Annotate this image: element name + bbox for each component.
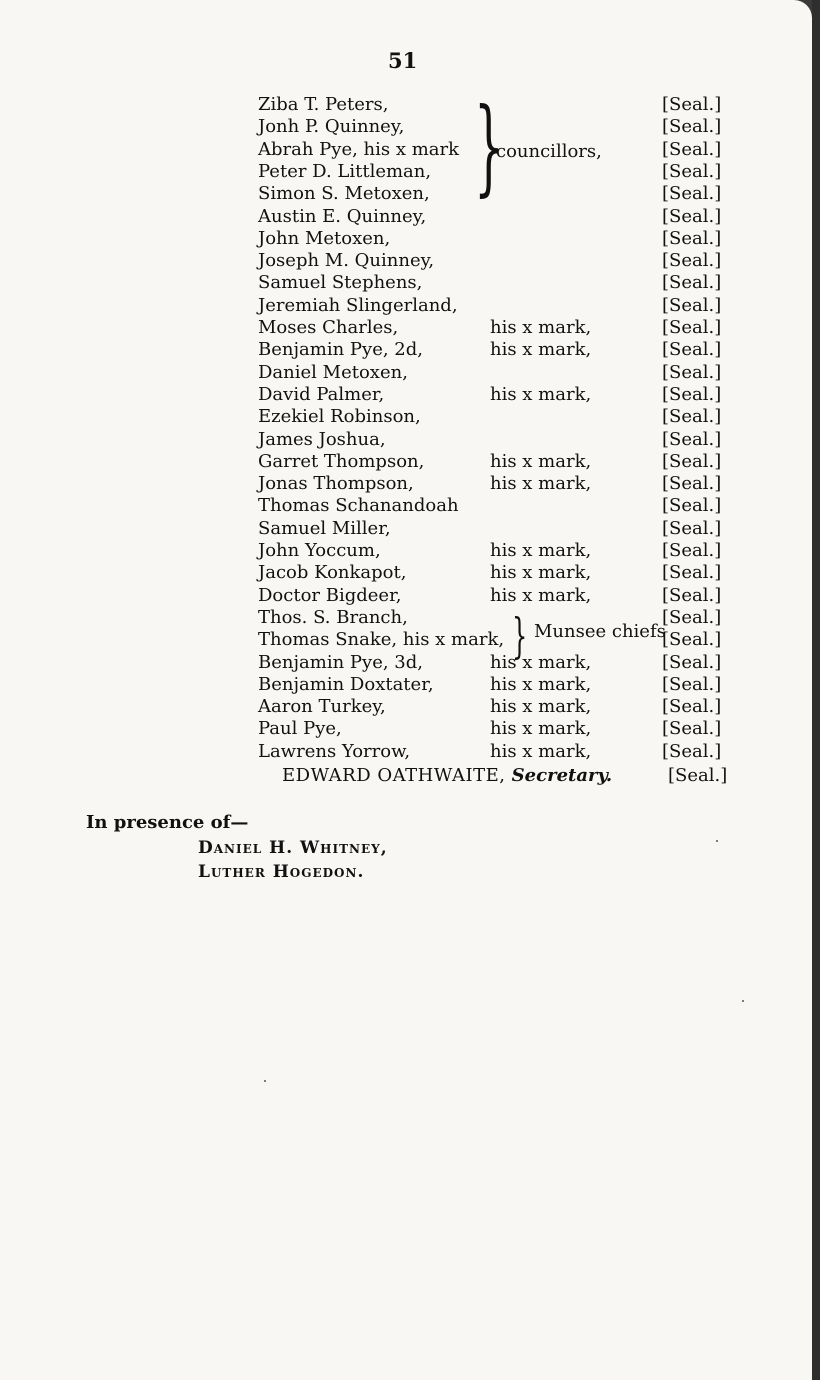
signatory-row bbox=[0, 607, 820, 629]
signatory-name: Paul Pye, bbox=[258, 718, 342, 740]
page-number: 51 bbox=[388, 48, 418, 73]
signatory-name: Benjamin Pye, 2d, bbox=[258, 339, 423, 361]
seal-label: [Seal.] bbox=[662, 428, 722, 450]
signatory-name: Ziba T. Peters, bbox=[258, 94, 389, 115]
signatory-mark: his x mark, bbox=[490, 339, 592, 361]
signatory-name: Thomas Snake, his x mark, bbox=[258, 629, 505, 651]
signatory-name: Jeremiah Slingerland, bbox=[258, 294, 458, 316]
munsee-chiefs-label: Munsee chiefs bbox=[534, 621, 666, 642]
signatory-mark: his x mark, bbox=[490, 651, 592, 673]
signatory-name: Jonas Thompson, bbox=[258, 473, 414, 495]
signatory-name: Samuel Miller, bbox=[258, 517, 391, 539]
paper-speck bbox=[742, 1000, 744, 1002]
seal-label: [Seal.] bbox=[662, 450, 722, 472]
seal-label: [Seal.] bbox=[662, 673, 722, 695]
signatory-row bbox=[0, 339, 820, 361]
signatory-row bbox=[0, 362, 820, 384]
signatory-row bbox=[0, 674, 820, 696]
seal-label: [Seal.] bbox=[662, 361, 722, 383]
signatory-row bbox=[0, 317, 820, 339]
seal-label: [Seal.] bbox=[662, 339, 722, 361]
signatory-name: Lawrens Yorrow, bbox=[258, 740, 411, 762]
signatory-row bbox=[0, 451, 820, 473]
signatory-row bbox=[0, 94, 820, 116]
signatory-mark: his x mark, bbox=[490, 740, 592, 762]
signatory-row bbox=[0, 116, 820, 138]
signatory-name: Thomas Schanandoah bbox=[258, 495, 459, 517]
signatory-row bbox=[0, 495, 820, 517]
signatory-row bbox=[0, 741, 820, 763]
signatory-mark: his x mark, bbox=[490, 584, 592, 606]
signatory-mark: his x mark, bbox=[490, 673, 592, 695]
seal-label: [Seal.] bbox=[662, 540, 722, 561]
signatory-name: Doctor Bigdeer, bbox=[258, 584, 402, 606]
signatory-row bbox=[0, 250, 820, 272]
signatory-row bbox=[0, 384, 820, 406]
signatory-name: Daniel Metoxen, bbox=[258, 361, 408, 383]
signatory-row bbox=[0, 629, 820, 651]
witness-2: Luther Hogedon. bbox=[198, 862, 365, 882]
signatory-mark: his x mark, bbox=[490, 317, 592, 338]
seal-label: [Seal.] bbox=[662, 138, 722, 160]
secretary-name: EDWARD OATHWAITE, bbox=[282, 765, 506, 786]
councillors-brace: } bbox=[474, 85, 504, 207]
signatory-mark: his x mark, bbox=[490, 718, 592, 740]
seal-label: [Seal.] bbox=[662, 740, 722, 762]
signatory-name: Moses Charles, bbox=[258, 317, 399, 338]
signatory-name: Abrah Pye, his x mark bbox=[258, 138, 460, 160]
paper-speck bbox=[716, 840, 718, 842]
signatory-name: Joseph M. Quinney, bbox=[258, 250, 435, 272]
signatory-row bbox=[0, 206, 820, 228]
seal-label: [Seal.] bbox=[662, 116, 722, 138]
signatory-name: Aaron Turkey, bbox=[258, 696, 386, 718]
signatory-row bbox=[0, 183, 820, 205]
signatory-mark: his x mark, bbox=[490, 473, 592, 495]
presence-heading: In presence of— bbox=[86, 812, 249, 833]
signatory-row bbox=[0, 696, 820, 718]
seal-label: [Seal.] bbox=[662, 517, 722, 539]
secretary-line bbox=[282, 765, 612, 786]
signatory-mark: his x mark, bbox=[490, 696, 592, 718]
councillors-label: councillors, bbox=[496, 141, 602, 162]
seal-label: [Seal.] bbox=[662, 629, 722, 651]
seal-label: [Seal.] bbox=[662, 205, 722, 227]
seal-label: [Seal.] bbox=[662, 94, 722, 115]
seal-label: [Seal.] bbox=[662, 160, 722, 182]
seal-label: [Seal.] bbox=[662, 718, 722, 740]
signatory-name: Thos. S. Branch, bbox=[258, 606, 408, 628]
seal-label: [Seal.] bbox=[662, 696, 722, 718]
signatory-row bbox=[0, 272, 820, 294]
signatory-name: Jacob Konkapot, bbox=[258, 562, 407, 584]
signatory-mark: his x mark, bbox=[490, 450, 592, 472]
signatory-row bbox=[0, 562, 820, 584]
signatory-row bbox=[0, 473, 820, 495]
paper-speck bbox=[264, 1080, 266, 1082]
witness-1: Daniel H. Whitney, bbox=[198, 838, 388, 858]
secretary-seal: [Seal.] bbox=[668, 765, 728, 786]
signatory-name: Jonh P. Quinney, bbox=[258, 116, 405, 138]
signatory-row bbox=[0, 718, 820, 740]
signatory-name: Simon S. Metoxen, bbox=[258, 183, 430, 205]
signatory-name: John Yoccum, bbox=[258, 540, 381, 561]
signatory-name: Austin E. Quinney, bbox=[258, 205, 427, 227]
secretary-title: Secretary. bbox=[511, 765, 613, 786]
munsee-brace: } bbox=[512, 608, 528, 664]
seal-label: [Seal.] bbox=[662, 383, 722, 405]
seal-label: [Seal.] bbox=[662, 562, 722, 584]
signatory-row bbox=[0, 518, 820, 540]
seal-label: [Seal.] bbox=[662, 294, 722, 316]
signatory-name: Peter D. Littleman, bbox=[258, 160, 432, 182]
signatory-name: Benjamin Doxtater, bbox=[258, 673, 434, 695]
seal-label: [Seal.] bbox=[662, 183, 722, 205]
signatory-row bbox=[0, 429, 820, 451]
seal-label: [Seal.] bbox=[662, 584, 722, 606]
signatory-name: Garret Thompson, bbox=[258, 450, 425, 472]
signatory-mark: his x mark, bbox=[490, 383, 592, 405]
signatory-mark: his x mark, bbox=[490, 562, 592, 584]
seal-label: [Seal.] bbox=[662, 317, 722, 338]
signatory-row bbox=[0, 585, 820, 607]
signatory-row bbox=[0, 295, 820, 317]
seal-label: [Seal.] bbox=[662, 651, 722, 673]
signatory-name: Benjamin Pye, 3d, bbox=[258, 651, 423, 673]
signatory-name: Samuel Stephens, bbox=[258, 272, 423, 294]
signatory-name: Ezekiel Robinson, bbox=[258, 406, 421, 428]
seal-label: [Seal.] bbox=[662, 406, 722, 428]
seal-label: [Seal.] bbox=[662, 606, 722, 628]
signatory-row bbox=[0, 540, 820, 562]
signatory-name: David Palmer, bbox=[258, 383, 385, 405]
seal-label: [Seal.] bbox=[662, 473, 722, 495]
seal-label: [Seal.] bbox=[662, 495, 722, 517]
signatory-name: James Joshua, bbox=[258, 428, 386, 450]
seal-label: [Seal.] bbox=[662, 272, 722, 294]
signatory-name: John Metoxen, bbox=[258, 227, 391, 249]
signatory-mark: his x mark, bbox=[490, 540, 592, 561]
seal-label: [Seal.] bbox=[662, 227, 722, 249]
page-edge bbox=[812, 0, 820, 1380]
signatory-row bbox=[0, 139, 820, 161]
signatory-row bbox=[0, 406, 820, 428]
signatory-row bbox=[0, 228, 820, 250]
signatory-row bbox=[0, 161, 820, 183]
seal-label: [Seal.] bbox=[662, 250, 722, 272]
signatory-row bbox=[0, 652, 820, 674]
